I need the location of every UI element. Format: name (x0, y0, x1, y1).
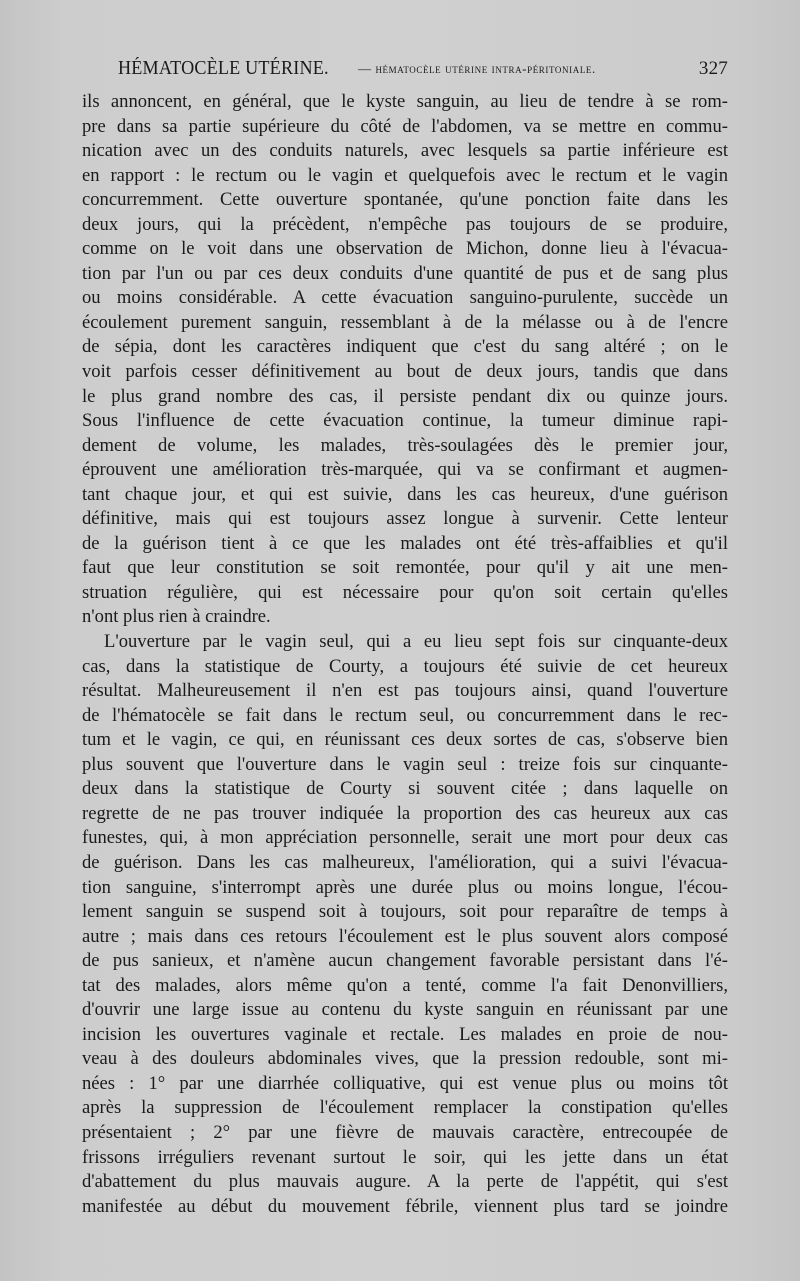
text-line: incision les ouvertures vaginale et rectale. Les malades en proie de nou- (82, 1023, 728, 1045)
text-line: ils annoncent, en général, que le kyste sanguin, au lieu de tendre à se rom- (82, 91, 728, 112)
text-line: tat des malades, alors même qu'on a tenté, comme l'a fait Denonvilliers, (82, 974, 728, 996)
text-line: voit parfois cesser définitivement au bout de deux jours, tandis que dans (82, 361, 728, 383)
text-line: de pus sanieux, et n'amène aucun changement favorable persistant dans l'é- (82, 950, 728, 972)
text-line: comme on le voit dans une observation de Michon, donne lieu à l'évacua- (82, 238, 728, 260)
running-head-title: HÉMATOCÈLE UTÉRINE. (118, 58, 329, 79)
text-line: de sépia, dont les caractères indiquent que c'est du sang altéré ; on le (82, 336, 728, 358)
text-line: tion par l'un ou par ces deux conduits d'une quantité de pus et de sang plus (82, 262, 728, 284)
paragraph-start-line: L'ouverture par le vagin seul, qui a eu lieu sept fois sur cinquante-deux (104, 631, 728, 653)
text-line: struation régulière, qui est nécessaire pour qu'on soit certain qu'elles (82, 581, 728, 603)
text-line: faut que leur constitution se soit remontée, pour qu'il y ait une men- (82, 557, 728, 579)
text-line: concurremment. Cette ouverture spontanée, qu'une ponction faite dans les (82, 189, 728, 211)
text-line: deux dans la statistique de Courty si souvent citée ; dans laquelle on (82, 778, 728, 800)
page-number: 327 (698, 58, 728, 79)
text-line: éprouvent une amélioration très-marquée, qui va se confirmant et augmen- (82, 459, 728, 481)
text-line: pre dans sa partie supérieure du côté de l'abdomen, va se mettre en commu- (82, 115, 728, 137)
text-line: Sous l'influence de cette évacuation continue, la tumeur diminue rapi- (82, 410, 728, 432)
text-line: frissons irréguliers revenant surtout le soir, qui les jette dans un état (82, 1146, 728, 1168)
text-line: plus souvent que l'ouverture dans le vagin seul : treize fois sur cinquante- (82, 753, 728, 775)
text-line: de la guérison tient à ce que les malades ont été très-affaiblies et qu'il (82, 532, 728, 554)
text-line: ou moins considérable. A cette évacuation sanguino-purulente, succède un (82, 287, 728, 309)
text-line: tant chaque jour, et qui est suivie, dans les cas heureux, d'une guérison (82, 483, 728, 505)
body-text (82, 90, 728, 1219)
text-line: de guérison. Dans les cas malheureux, l'amélioration, qui a suivi l'évacua- (82, 851, 728, 873)
text-line: le plus grand nombre des cas, il persiste pendant dix ou quinze jours. (82, 385, 728, 407)
text-line: en rapport : le rectum ou le vagin et quelquefois avec le rectum et le vagin (82, 164, 728, 186)
text-line: présentaient ; 2° par une fièvre de mauvais caractère, entrecoupée de (82, 1121, 728, 1143)
running-head (118, 58, 728, 84)
text-line: écoulement purement sanguin, ressemblant à de la mélasse ou à de l'encre (82, 311, 728, 333)
text-line: dement de volume, les malades, très-soulagées dès le premier jour, (82, 434, 728, 456)
text-line: d'abattement du plus mauvais augure. A la perte de l'appétit, qui s'est (82, 1171, 728, 1193)
text-line: deux jours, qui la précèdent, n'empêche pas toujours de se produire, (82, 213, 728, 235)
text-line: cas, dans la statistique de Courty, a toujours été suivie de cet heureux (82, 655, 728, 677)
text-line: autre ; mais dans ces retours l'écoulement est le plus souvent alors composé (82, 925, 728, 947)
text-line: lement sanguin se suspend soit à toujours, soit pour reparaître de temps à (82, 901, 728, 923)
text-line: nées : 1° par une diarrhée colliquative, qui est venue plus ou moins tôt (82, 1072, 728, 1094)
text-line: après la suppression de l'écoulement remplacer la constipation qu'elles (82, 1097, 728, 1119)
text-line: nication avec un des conduits naturels, avec lesquels sa partie inférieure est (82, 140, 728, 162)
text-line: définitive, mais qui est toujours assez longue à survenir. Cette lenteur (82, 508, 728, 530)
text-line: d'ouvrir une large issue au contenu du kyste sanguin en réunissant par une (82, 999, 728, 1021)
running-head-subtitle: — hématocèle utérine intra-péritoniale. (358, 61, 596, 76)
text-line: veau à des douleurs abdominales vives, que la pression redouble, sont mi- (82, 1048, 728, 1070)
text-line: manifestée au début du mouvement fébrile, viennent plus tard se joindre (82, 1195, 728, 1217)
text-line: regrette de ne pas trouver indiquée la proportion des cas heureux aux cas (82, 802, 728, 824)
text-line: n'ont plus rien à craindre. (82, 606, 271, 628)
text-line: funestes, qui, à mon appréciation personnelle, serait une mort pour deux cas (82, 827, 728, 849)
text-line: tion sanguine, s'interrompt après une durée plus ou moins longue, l'écou- (82, 876, 728, 898)
text-line: tum et le vagin, ce qui, en réunissant ces deux sortes de cas, s'observe bien (82, 729, 728, 751)
text-line: de l'hématocèle se fait dans le rectum seul, ou concurremment dans le rec- (82, 704, 728, 726)
text-line: résultat. Malheureusement il n'en est pas toujours ainsi, quand l'ouverture (82, 680, 728, 702)
